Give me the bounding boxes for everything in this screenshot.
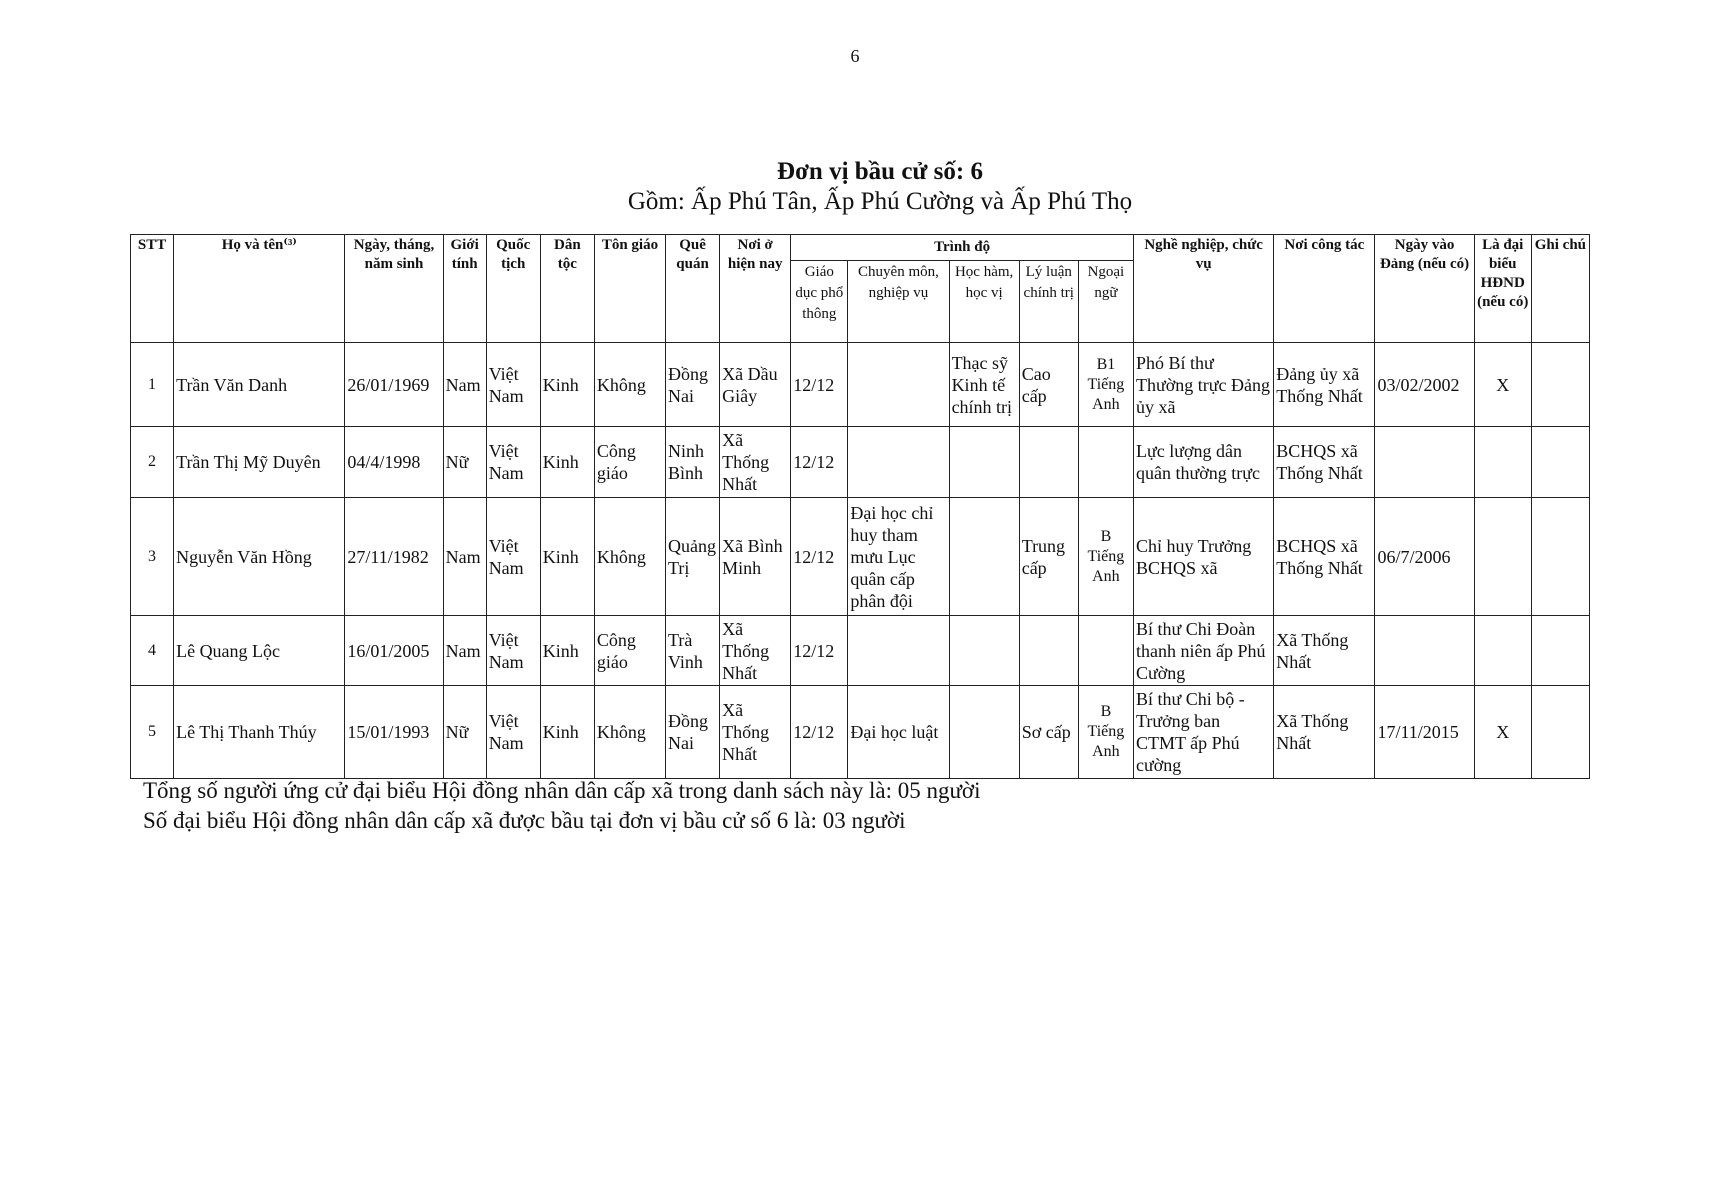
cell-name: Lê Quang Lộc — [174, 616, 345, 686]
cell-party-date — [1375, 427, 1474, 498]
table-row — [131, 616, 1590, 686]
cell-occupation: Phó Bí thư Thường trực Đảng ủy xã — [1133, 343, 1273, 427]
header-nationality: Quốc tịch — [486, 235, 540, 343]
cell-academic — [949, 686, 1019, 779]
candidate-table — [130, 234, 1590, 779]
cell-hometown: Trà Vinh — [666, 616, 720, 686]
table-row — [131, 427, 1590, 498]
cell-specialty — [848, 427, 949, 498]
page-number: 6 — [850, 46, 860, 66]
header-gender: Giới tính — [443, 235, 486, 343]
summary-total-candidates: Tổng số người ứng cử đại biểu Hội đồng nhân dân cấp xã trong danh sách này là: 05 người — [143, 778, 981, 803]
header-party-date: Ngày vào Đảng (nếu có) — [1375, 235, 1474, 343]
header-note: Ghi chú — [1531, 235, 1589, 343]
cell-political — [1019, 616, 1078, 686]
cell-specialty: Đại học chỉ huy tham mưu Lục quân cấp phân đội — [848, 498, 949, 616]
cell-nationality: Việt Nam — [486, 498, 540, 616]
cell-note — [1531, 427, 1589, 498]
cell-academic — [949, 498, 1019, 616]
header-hometown: Quê quán — [666, 235, 720, 343]
cell-name: Trần Thị Mỹ Duyên — [174, 427, 345, 498]
header-stt: STT — [131, 235, 174, 343]
cell-language: B Tiếng Anh — [1078, 498, 1133, 616]
cell-stt: 5 — [131, 686, 174, 779]
cell-nationality: Việt Nam — [486, 427, 540, 498]
cell-workplace: Xã Thống Nhất — [1274, 616, 1375, 686]
cell-residence: Xã Thống Nhất — [720, 686, 791, 779]
cell-occupation: Chỉ huy Trưởng BCHQS xã — [1133, 498, 1273, 616]
cell-hometown: Đồng Nai — [666, 686, 720, 779]
cell-academic — [949, 616, 1019, 686]
header-religion: Tôn giáo — [594, 235, 665, 343]
cell-language — [1078, 427, 1133, 498]
cell-ethnicity: Kinh — [540, 686, 594, 779]
cell-language: B Tiếng Anh — [1078, 686, 1133, 779]
header-dob: Ngày, tháng, năm sinh — [345, 235, 443, 343]
header-general-edu: Giáo dục phổ thông — [791, 261, 848, 343]
header-specialty: Chuyên môn, nghiệp vụ — [848, 261, 949, 343]
cell-dob: 04/4/1998 — [345, 427, 443, 498]
cell-dob: 16/01/2005 — [345, 616, 443, 686]
cell-note — [1531, 686, 1589, 779]
cell-dob: 27/11/1982 — [345, 498, 443, 616]
cell-stt: 1 — [131, 343, 174, 427]
cell-language: B1 Tiếng Anh — [1078, 343, 1133, 427]
table-row — [131, 686, 1590, 779]
cell-is-delegate — [1474, 427, 1531, 498]
cell-name: Trần Văn Danh — [174, 343, 345, 427]
cell-party-date: 06/7/2006 — [1375, 498, 1474, 616]
cell-hometown: Đồng Nai — [666, 343, 720, 427]
cell-political: Sơ cấp — [1019, 686, 1078, 779]
cell-general-edu: 12/12 — [791, 616, 848, 686]
cell-nationality: Việt Nam — [486, 686, 540, 779]
summary-elected-count: Số đại biểu Hội đồng nhân dân cấp xã được bầu tại đơn vị bầu cử số 6 là: 03 người — [143, 808, 906, 833]
cell-dob: 15/01/1993 — [345, 686, 443, 779]
cell-religion: Công giáo — [594, 616, 665, 686]
document-heading: Đơn vị bầu cử số: 6 — [777, 158, 983, 185]
cell-occupation: Bí thư Chi Đoàn thanh niên ấp Phú Cường — [1133, 616, 1273, 686]
cell-note — [1531, 616, 1589, 686]
cell-academic: Thạc sỹ Kinh tế chính trị — [949, 343, 1019, 427]
cell-occupation: Lực lượng dân quân thường trực — [1133, 427, 1273, 498]
cell-political: Trung cấp — [1019, 498, 1078, 616]
cell-political: Cao cấp — [1019, 343, 1078, 427]
cell-general-edu: 12/12 — [791, 343, 848, 427]
cell-stt: 3 — [131, 498, 174, 616]
cell-residence: Xã Dầu Giây — [720, 343, 791, 427]
cell-dob: 26/01/1969 — [345, 343, 443, 427]
header-residence: Nơi ở hiện nay — [720, 235, 791, 343]
cell-stt: 2 — [131, 427, 174, 498]
cell-hometown: Quảng Trị — [666, 498, 720, 616]
cell-hometown: Ninh Bình — [666, 427, 720, 498]
header-workplace: Nơi công tác — [1274, 235, 1375, 343]
cell-party-date — [1375, 616, 1474, 686]
cell-is-delegate: X — [1474, 343, 1531, 427]
cell-stt: 4 — [131, 616, 174, 686]
cell-language — [1078, 616, 1133, 686]
header-is-delegate: Là đại biểu HĐND (nếu có) — [1474, 235, 1531, 343]
table-row — [131, 343, 1590, 427]
cell-political — [1019, 427, 1078, 498]
cell-ethnicity: Kinh — [540, 427, 594, 498]
cell-is-delegate: X — [1474, 686, 1531, 779]
cell-nationality: Việt Nam — [486, 616, 540, 686]
cell-is-delegate — [1474, 616, 1531, 686]
cell-general-edu: 12/12 — [791, 686, 848, 779]
cell-religion: Công giáo — [594, 427, 665, 498]
cell-specialty: Đại học luật — [848, 686, 949, 779]
cell-religion: Không — [594, 343, 665, 427]
cell-general-edu: 12/12 — [791, 427, 848, 498]
cell-workplace: BCHQS xã Thống Nhất — [1274, 498, 1375, 616]
cell-workplace: Xã Thống Nhất — [1274, 686, 1375, 779]
cell-name: Lê Thị Thanh Thúy — [174, 686, 345, 779]
header-name: Họ và tên⁽³⁾ — [174, 235, 345, 343]
cell-ethnicity: Kinh — [540, 498, 594, 616]
cell-residence: Xã Thống Nhất — [720, 427, 791, 498]
header-ethnicity: Dân tộc — [540, 235, 594, 343]
cell-gender: Nam — [443, 616, 486, 686]
cell-workplace: Đảng ủy xã Thống Nhất — [1274, 343, 1375, 427]
cell-note — [1531, 343, 1589, 427]
cell-general-edu: 12/12 — [791, 498, 848, 616]
cell-workplace: BCHQS xã Thống Nhất — [1274, 427, 1375, 498]
cell-specialty — [848, 616, 949, 686]
cell-religion: Không — [594, 686, 665, 779]
header-occupation: Nghề nghiệp, chức vụ — [1133, 235, 1273, 343]
cell-residence: Xã Bình Minh — [720, 498, 791, 616]
cell-occupation: Bí thư Chi bộ - Trưởng ban CTMT ấp Phú cường — [1133, 686, 1273, 779]
header-language: Ngoại ngữ — [1078, 261, 1133, 343]
header-education-group: Trình độ — [791, 235, 1134, 261]
cell-nationality: Việt Nam — [486, 343, 540, 427]
header-political: Lý luận chính trị — [1019, 261, 1078, 343]
header-academic: Học hàm, học vị — [949, 261, 1019, 343]
cell-specialty — [848, 343, 949, 427]
cell-note — [1531, 498, 1589, 616]
cell-is-delegate — [1474, 498, 1531, 616]
document-subheading: Gồm: Ấp Phú Tân, Ấp Phú Cường và Ấp Phú Thọ — [627, 188, 1133, 215]
table-row — [131, 498, 1590, 616]
cell-party-date: 17/11/2015 — [1375, 686, 1474, 779]
cell-gender: Nữ — [443, 686, 486, 779]
cell-gender: Nữ — [443, 427, 486, 498]
cell-ethnicity: Kinh — [540, 343, 594, 427]
cell-residence: Xã Thống Nhất — [720, 616, 791, 686]
cell-religion: Không — [594, 498, 665, 616]
cell-name: Nguyễn Văn Hồng — [174, 498, 345, 616]
cell-gender: Nam — [443, 498, 486, 616]
cell-ethnicity: Kinh — [540, 616, 594, 686]
cell-gender: Nam — [443, 343, 486, 427]
cell-party-date: 03/02/2002 — [1375, 343, 1474, 427]
cell-academic — [949, 427, 1019, 498]
